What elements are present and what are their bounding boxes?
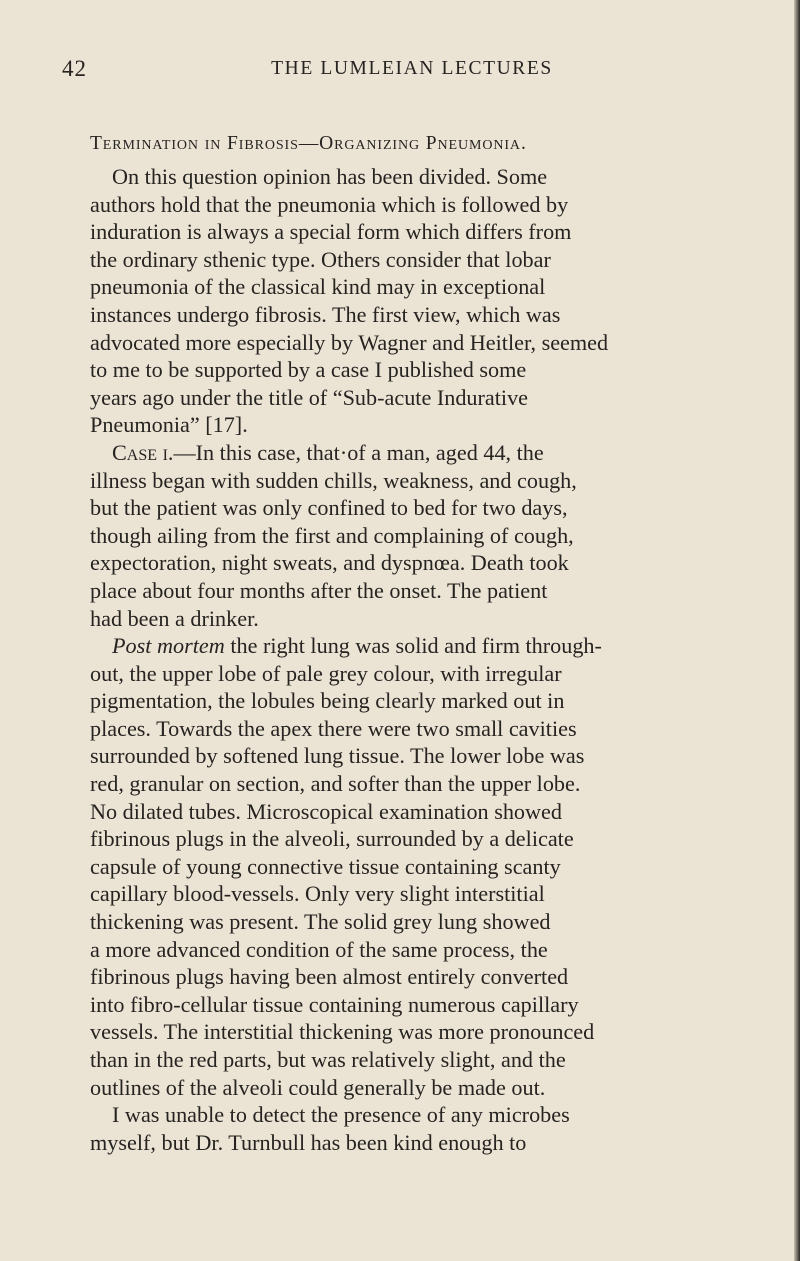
post-mortem-line bbox=[90, 632, 710, 660]
text-line: out, the upper lobe of pale grey colour, with irregular bbox=[90, 660, 562, 686]
section-heading: Termination in Fibrosis—Organizing Pneumonia. bbox=[90, 133, 527, 154]
text-line: pigmentation, the lobules being clearly marked out in bbox=[90, 688, 565, 714]
text-line: fibrinous plugs in the alveoli, surrounded by a delicate bbox=[90, 826, 574, 852]
text-line: but the patient was only confined to bed for two days, bbox=[90, 495, 568, 521]
text-line: illness began with sudden chills, weakness, and cough, bbox=[90, 467, 577, 493]
text-line: though ailing from the first and complaining of cough, bbox=[90, 522, 574, 548]
text-line: induration is always a special form which differs from bbox=[90, 219, 572, 245]
text-line: pneumonia of the classical kind may in exceptional bbox=[90, 274, 546, 300]
body-text bbox=[90, 163, 710, 1156]
text-line: red, granular on section, and softer than the upper lobe. bbox=[90, 771, 581, 797]
text-line: vessels. The interstitial thickening was more pronounced bbox=[90, 1019, 595, 1045]
post-mortem-text: the right lung was solid and firm through- bbox=[224, 633, 602, 659]
text-line: had been a drinker. bbox=[90, 605, 259, 631]
case-heading-line bbox=[90, 439, 710, 467]
text-line: capillary blood-vessels. Only very slight interstitial bbox=[90, 881, 545, 907]
text-line: fibrinous plugs having been almost entirely converted bbox=[90, 964, 569, 990]
case-text: —In this case, that·of a man, aged 44, the bbox=[173, 439, 544, 465]
text-line: authors hold that the pneumonia which is followed by bbox=[90, 191, 569, 217]
page-header bbox=[62, 56, 762, 86]
text-line: place about four months after the onset. The patient bbox=[90, 577, 548, 603]
page-number: 42 bbox=[62, 56, 87, 81]
text-line: Pneumonia” [17]. bbox=[90, 412, 248, 438]
text-line: myself, but Dr. Turnbull has been kind enough to bbox=[90, 1129, 527, 1155]
text-line: expectoration, night sweats, and dyspnœa. Death took bbox=[90, 550, 569, 576]
text-line: instances undergo fibrosis. The first view, which was bbox=[90, 301, 561, 327]
text-line: advocated more especially by Wagner and Heitler, seemed bbox=[90, 329, 609, 355]
text-line: outlines of the alveoli could generally be made out. bbox=[90, 1074, 546, 1100]
text-line: capsule of young connective tissue containing scanty bbox=[90, 853, 561, 879]
text-line: than in the red parts, but was relatively slight, and the bbox=[90, 1047, 566, 1072]
case-label: Case i. bbox=[112, 439, 174, 465]
page-edge-shadow bbox=[794, 0, 800, 1261]
text-line: into fibro-cellular tissue containing numerous capillary bbox=[90, 991, 579, 1017]
running-title: THE LUMLEIAN LECTURES bbox=[271, 58, 553, 79]
text-line: I was unable to detect the presence of any microbes bbox=[112, 1102, 570, 1128]
text-line: years ago under the title of “Sub-acute Indurative bbox=[90, 384, 529, 410]
text-line: surrounded by softened lung tissue. The lower lobe was bbox=[90, 743, 585, 769]
text-line: the ordinary sthenic type. Others consider that lobar bbox=[90, 246, 551, 272]
text-line: On this question opinion has been divided. Some bbox=[112, 164, 548, 189]
text-line: a more advanced condition of the same process, the bbox=[90, 936, 548, 962]
text-line: places. Towards the apex there were two small cavities bbox=[90, 715, 577, 741]
text-line: to me to be supported by a case I published some bbox=[90, 357, 527, 383]
text-line: thickening was present. The solid grey lung showed bbox=[90, 909, 551, 935]
text-line: No dilated tubes. Microscopical examination showed bbox=[90, 798, 562, 824]
italic-lead: Post mortem bbox=[112, 633, 225, 659]
